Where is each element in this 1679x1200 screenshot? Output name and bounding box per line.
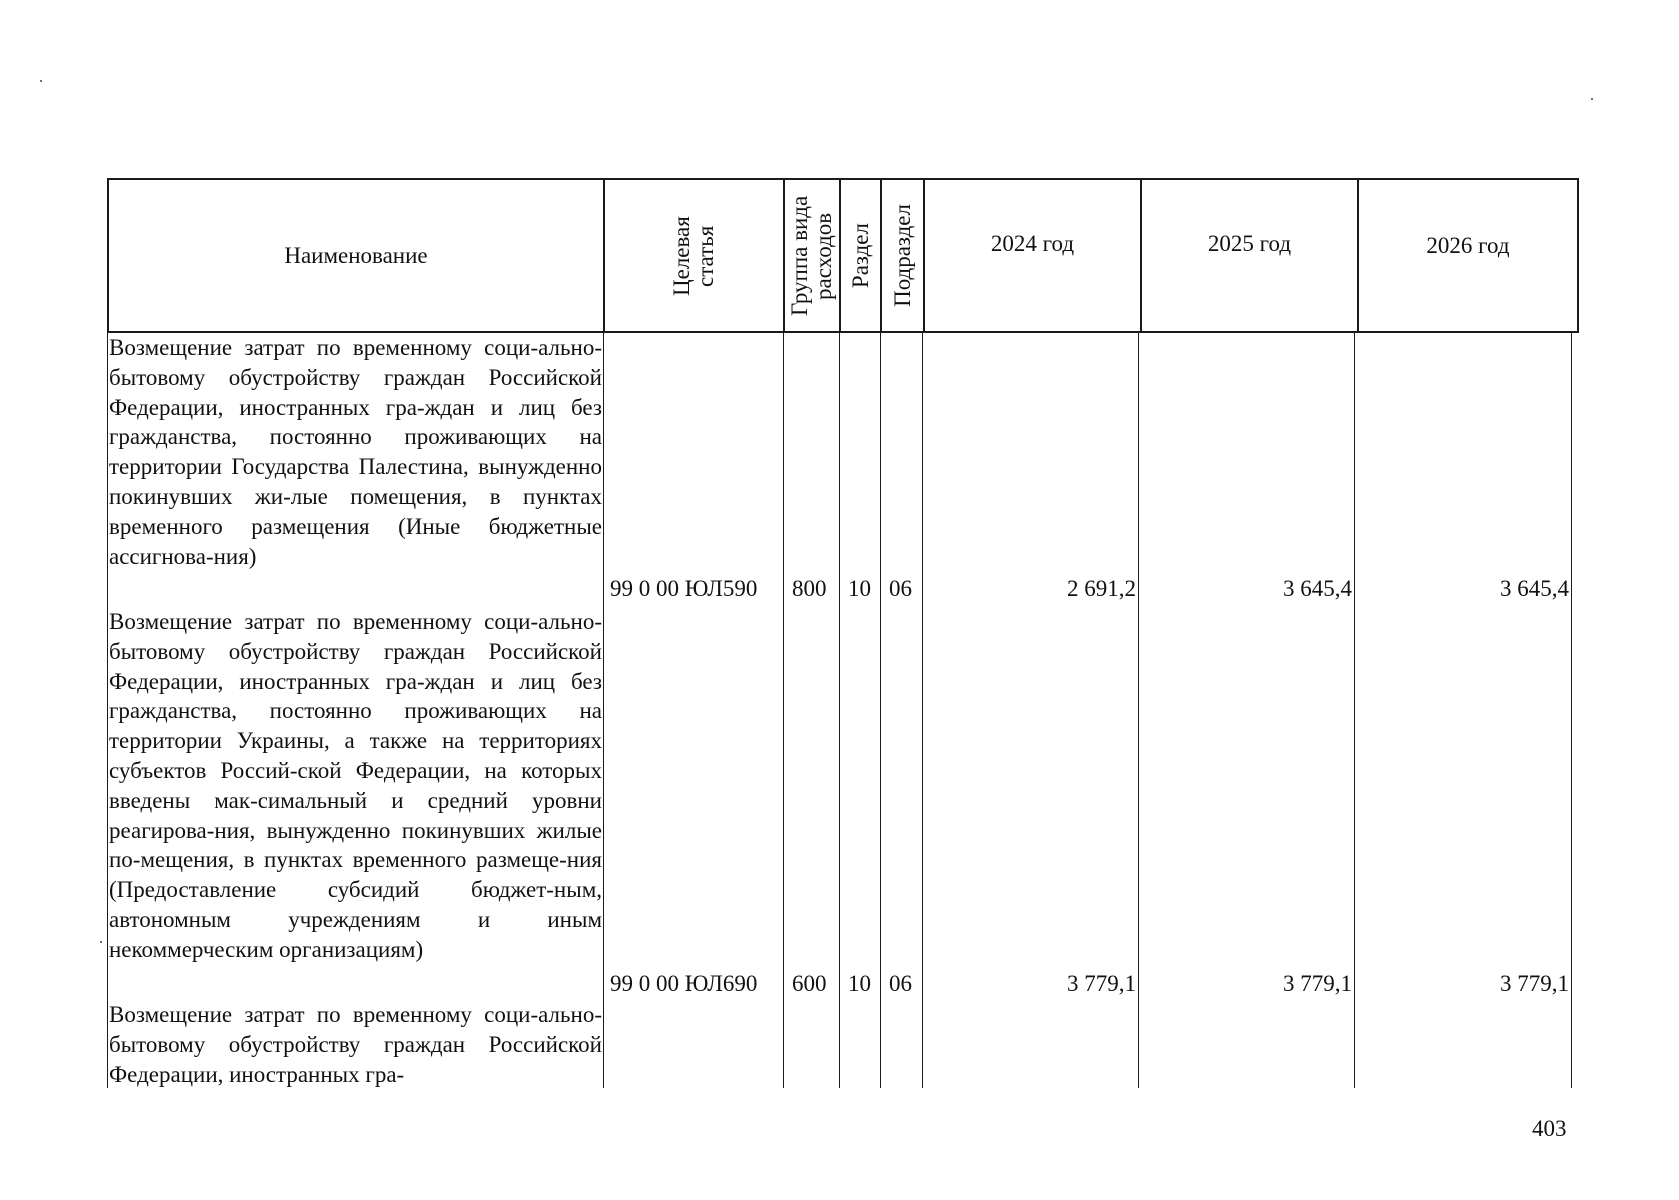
header-expense-group	[783, 178, 841, 333]
col-rule-right	[1571, 331, 1572, 1088]
row-2-section: 10	[848, 971, 871, 996]
row-1-subsection: 06	[889, 576, 912, 601]
col-rule-group	[783, 331, 784, 1088]
row-2-2025: 3 779,1	[1283, 971, 1352, 996]
row-2-expense-group: 600	[792, 971, 827, 996]
header-2025-label: 2025 год	[1207, 230, 1292, 256]
row-2-name: Возмещение затрат по временному соци-ально-бытовому обустройству граждан Российской Федерации, иностранных гра-ждан и лиц без гражданства, постоянно проживающих на территории Украины, а также на территориях субъектов Россий-ской Федерации, на которых введены мак-симальный и средний уровни реагирова-ния, вынужденно покинувших жилые по-мещения, в пунктах временного размеще-ния (Предоставление субсидий бюджет-ным, автономным учреждениям и иным некоммерческим организациям)	[109, 609, 602, 962]
col-rule-subsection	[880, 331, 881, 1088]
row-1-2025: 3 645,4	[1283, 576, 1352, 601]
row-1-section: 10	[848, 576, 871, 601]
col-rule-2024	[922, 331, 923, 1088]
header-expense-group-label: Группа вида расходов	[787, 195, 836, 316]
header-subsection-label: Подраздел	[889, 204, 915, 307]
header-name-label: Наименование	[284, 242, 428, 268]
scan-speck	[40, 80, 42, 82]
col-rule-2025	[1138, 331, 1139, 1088]
row-3-name: Возмещение затрат по временному соци-ально-бытовому обустройству граждан Российской Федерации, иностранных гра-	[109, 1002, 602, 1087]
row-2-2024: 3 779,1	[1067, 971, 1136, 996]
header-name	[107, 178, 605, 333]
header-2025	[1140, 178, 1359, 333]
row-2-target-item: 99 0 00 ЮЛ690	[610, 971, 758, 996]
scan-speck	[100, 941, 102, 943]
header-subsection	[880, 178, 925, 333]
row-1-target-item: 99 0 00 ЮЛ590	[610, 576, 758, 601]
budget-table	[107, 178, 1579, 1088]
row-2-2026: 3 779,1	[1500, 971, 1569, 996]
header-2024-label: 2024 год	[990, 230, 1075, 256]
header-2026	[1357, 178, 1579, 333]
row-1-name: Возмещение затрат по временному соци-ально-бытовому обустройству граждан Российской Федерации, иностранных гра-ждан и лиц без гражданства, постоянно проживающих на территории Государства Палестина, вынужденно покинувших жи-лые помещения, в пунктах временного размещения (Иные бюджетные ассигнова-ния)	[109, 335, 602, 569]
page-number: 403	[1532, 1116, 1567, 1141]
header-section-label: Раздел	[847, 222, 873, 289]
col-rule-target	[603, 331, 604, 1088]
header-target-item	[603, 178, 785, 333]
col-rule-2026	[1354, 331, 1355, 1088]
col-rule-section	[839, 331, 840, 1088]
row-1-2026: 3 645,4	[1500, 576, 1569, 601]
header-target-item-label: Целевая статья	[669, 215, 718, 296]
col-rule-left	[107, 331, 108, 1088]
row-2-subsection: 06	[889, 971, 912, 996]
row-1-2024: 2 691,2	[1067, 576, 1136, 601]
header-2026-label: 2026 год	[1426, 232, 1510, 258]
header-2024	[923, 178, 1142, 333]
scan-speck	[1591, 98, 1593, 100]
row-1-expense-group: 800	[792, 576, 827, 601]
header-section	[839, 178, 882, 333]
